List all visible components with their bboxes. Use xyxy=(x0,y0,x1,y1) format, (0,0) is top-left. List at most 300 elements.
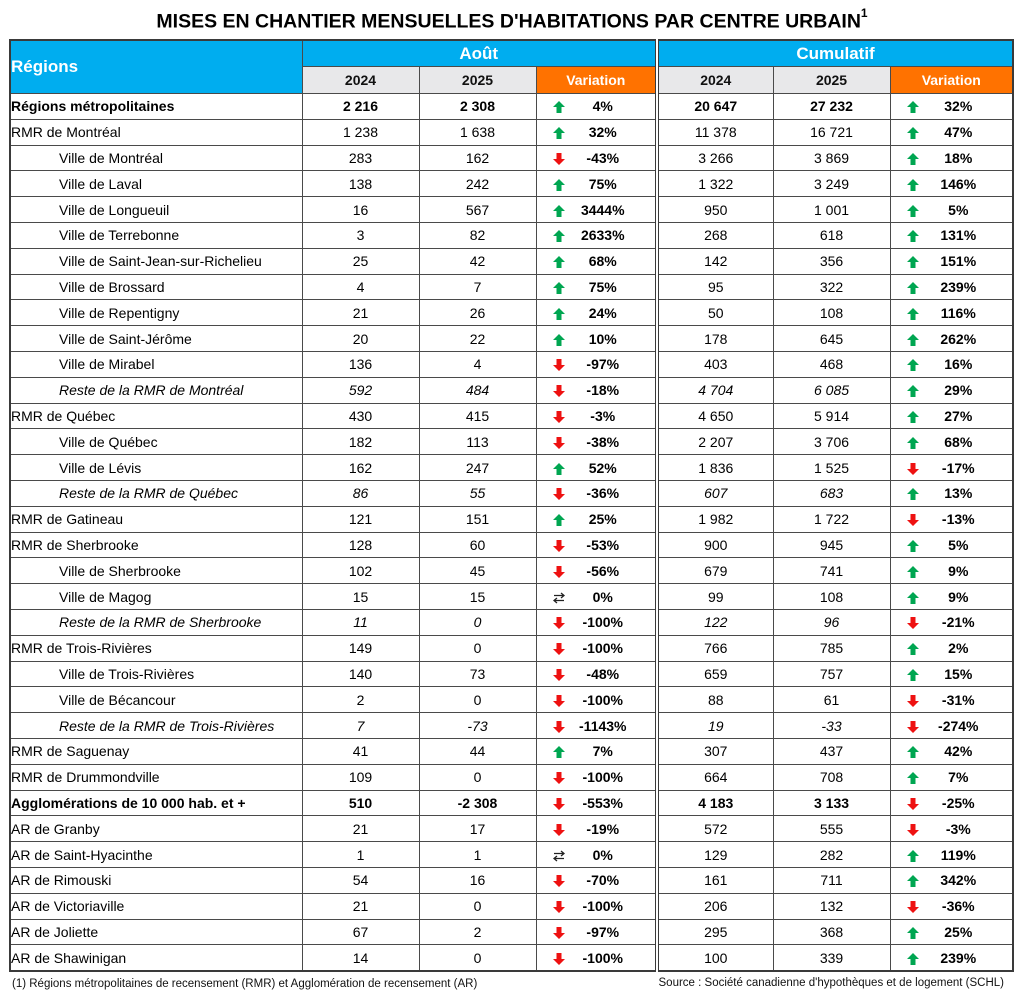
aout-variation xyxy=(536,351,657,377)
cumul-2024-value: 268 xyxy=(657,222,773,248)
aout-variation-value: -100% xyxy=(582,640,623,657)
aout-2025-value: 2 308 xyxy=(419,94,536,120)
aout-2024-value: 140 xyxy=(302,661,419,687)
aout-2025-value: 73 xyxy=(419,661,536,687)
header-row-groups xyxy=(10,40,1013,67)
cumul-variation xyxy=(890,816,1013,842)
aout-2024-value: 430 xyxy=(302,403,419,429)
region-name: Reste de la RMR de Trois-Rivières xyxy=(10,713,302,739)
cumul-variation-value: 7% xyxy=(948,769,969,786)
aout-variation-value: 10% xyxy=(588,330,617,347)
aout-variation xyxy=(536,790,657,816)
cumul-2025-value: 3 249 xyxy=(773,171,890,197)
cumul-variation-value: 151% xyxy=(940,253,977,270)
region-name: Ville de Repentigny xyxy=(10,300,302,326)
aout-2024-value: 1 xyxy=(302,842,419,868)
header-cumulatif: Cumulatif xyxy=(657,40,1013,67)
table-row xyxy=(10,326,1013,352)
cumul-2024-value: 4 704 xyxy=(657,377,773,403)
aout-variation xyxy=(536,661,657,687)
cumul-variation-value: 5% xyxy=(948,536,969,553)
cumul-variation-value: -31% xyxy=(941,691,975,708)
cumul-2025-value: 322 xyxy=(773,274,890,300)
table-row xyxy=(10,274,1013,300)
arrow-up-icon xyxy=(553,333,565,345)
cumul-2024-value: 206 xyxy=(657,893,773,919)
arrow-up-icon xyxy=(907,745,919,757)
aout-2024-value: 138 xyxy=(302,171,419,197)
table-row xyxy=(10,222,1013,248)
arrow-up-icon xyxy=(907,152,919,164)
cumul-2025-value: 1 722 xyxy=(773,506,890,532)
region-name: Ville de Trois-Rivières xyxy=(10,661,302,687)
aout-2024-value: 1 238 xyxy=(302,119,419,145)
aout-2025-value: 55 xyxy=(419,480,536,506)
cumul-variation-value: 13% xyxy=(944,485,973,502)
cumul-variation-value: 239% xyxy=(940,278,977,295)
table-row xyxy=(10,584,1013,610)
aout-variation-value: -48% xyxy=(586,665,620,682)
arrow-down-icon xyxy=(907,462,919,474)
arrow-up-icon xyxy=(553,462,565,474)
cumul-variation-value: 262% xyxy=(940,330,977,347)
aout-variation-value: -100% xyxy=(582,898,623,915)
header-aout-variation: Variation xyxy=(536,67,657,94)
aout-2024-value: 7 xyxy=(302,713,419,739)
arrow-down-icon xyxy=(907,823,919,835)
region-name: Ville de Bécancour xyxy=(10,687,302,713)
aout-2025-value: 0 xyxy=(419,635,536,661)
table-row xyxy=(10,790,1013,816)
cumul-variation xyxy=(890,919,1013,945)
aout-variation xyxy=(536,119,657,145)
cumul-variation-value: 146% xyxy=(940,175,977,192)
aout-variation-value: -56% xyxy=(586,562,620,579)
aout-variation-value: -19% xyxy=(586,820,620,837)
arrow-down-icon xyxy=(907,616,919,628)
arrow-down-icon xyxy=(553,771,565,783)
table-row xyxy=(10,429,1013,455)
aout-2024-value: 128 xyxy=(302,532,419,558)
arrow-up-icon xyxy=(553,281,565,293)
aout-variation xyxy=(536,635,657,661)
table-row xyxy=(10,893,1013,919)
arrow-down-icon xyxy=(907,797,919,809)
region-name: RMR de Gatineau xyxy=(10,506,302,532)
aout-variation-value: -97% xyxy=(586,923,620,940)
cumul-2024-value: 679 xyxy=(657,558,773,584)
aout-variation-value: -100% xyxy=(582,691,623,708)
aout-2025-value: 0 xyxy=(419,893,536,919)
cumul-2025-value: 339 xyxy=(773,945,890,971)
aout-2025-value: 22 xyxy=(419,326,536,352)
header-cumul-2024: 2024 xyxy=(657,67,773,94)
arrow-down-icon xyxy=(553,823,565,835)
aout-2025-value: 82 xyxy=(419,222,536,248)
aout-variation xyxy=(536,584,657,610)
region-name: Reste de la RMR de Sherbrooke xyxy=(10,609,302,635)
aout-2025-value: 17 xyxy=(419,816,536,842)
cumul-2024-value: 295 xyxy=(657,919,773,945)
aout-2025-value: 162 xyxy=(419,145,536,171)
table-row xyxy=(10,455,1013,481)
arrow-down-icon xyxy=(553,487,565,499)
aout-2024-value: 4 xyxy=(302,274,419,300)
cumul-2024-value: 129 xyxy=(657,842,773,868)
cumul-variation-value: 342% xyxy=(940,872,977,889)
aout-2024-value: 3 xyxy=(302,222,419,248)
aout-2025-value: 484 xyxy=(419,377,536,403)
aout-variation xyxy=(536,94,657,120)
cumul-variation xyxy=(890,945,1013,971)
table-row xyxy=(10,867,1013,893)
cumul-2025-value: 618 xyxy=(773,222,890,248)
aout-variation-value: 3444% xyxy=(580,201,625,218)
cumul-2024-value: 1 836 xyxy=(657,455,773,481)
title-footnote-marker: 1 xyxy=(860,6,868,20)
cumul-variation-value: 29% xyxy=(944,382,973,399)
region-name: Ville de Longueuil xyxy=(10,197,302,223)
cumul-2024-value: 664 xyxy=(657,764,773,790)
cumul-variation xyxy=(890,558,1013,584)
cumul-variation-value: -21% xyxy=(941,614,975,631)
arrow-up-icon xyxy=(907,358,919,370)
aout-variation-value: 0% xyxy=(592,846,613,863)
aout-variation-value: 75% xyxy=(588,175,617,192)
region-name: AR de Joliette xyxy=(10,919,302,945)
aout-2024-value: 21 xyxy=(302,300,419,326)
cumul-variation-value: 27% xyxy=(944,407,973,424)
aout-2025-value: 567 xyxy=(419,197,536,223)
aout-2024-value: 20 xyxy=(302,326,419,352)
aout-2025-value: 415 xyxy=(419,403,536,429)
cumul-2025-value: 356 xyxy=(773,248,890,274)
cumul-variation-value: 2% xyxy=(948,640,969,657)
cumul-variation xyxy=(890,584,1013,610)
aout-2025-value: 242 xyxy=(419,171,536,197)
aout-2024-value: 121 xyxy=(302,506,419,532)
aout-2024-value: 182 xyxy=(302,429,419,455)
arrow-up-icon xyxy=(907,487,919,499)
table-row xyxy=(10,532,1013,558)
aout-variation-value: 25% xyxy=(588,511,617,528)
header-cumul-2025: 2025 xyxy=(773,67,890,94)
cumul-variation-value: 119% xyxy=(940,846,976,863)
region-name: Ville de Lévis xyxy=(10,455,302,481)
aout-variation-value: -1143% xyxy=(579,717,627,734)
region-name: Ville de Magog xyxy=(10,584,302,610)
cumul-2025-value: 6 085 xyxy=(773,377,890,403)
aout-2024-value: 54 xyxy=(302,867,419,893)
arrow-up-icon xyxy=(907,384,919,396)
aout-variation xyxy=(536,300,657,326)
cumul-2024-value: 100 xyxy=(657,945,773,971)
aout-variation-value: 68% xyxy=(588,253,617,270)
cumul-variation-value: 9% xyxy=(948,562,969,579)
cumul-2025-value: 708 xyxy=(773,764,890,790)
cumul-2025-value: 757 xyxy=(773,661,890,687)
cumul-variation-value: 25% xyxy=(944,923,973,940)
aout-2024-value: 14 xyxy=(302,945,419,971)
arrow-down-icon xyxy=(907,900,919,912)
region-name: Régions métropolitaines xyxy=(10,94,302,120)
cumul-2025-value: 108 xyxy=(773,300,890,326)
cumul-variation xyxy=(890,222,1013,248)
header-aout: Août xyxy=(302,40,657,67)
aout-2024-value: 16 xyxy=(302,197,419,223)
aout-2025-value: 60 xyxy=(419,532,536,558)
region-name: AR de Shawinigan xyxy=(10,945,302,971)
arrow-down-icon xyxy=(553,384,565,396)
aout-2025-value: 0 xyxy=(419,687,536,713)
aout-2024-value: 25 xyxy=(302,248,419,274)
arrow-down-icon xyxy=(553,358,565,370)
arrow-up-icon xyxy=(907,565,919,577)
arrow-up-icon xyxy=(907,952,919,964)
region-name: Ville de Terrebonne xyxy=(10,222,302,248)
cumul-variation-value: 16% xyxy=(944,356,973,373)
table-row xyxy=(10,738,1013,764)
cumul-2024-value: 142 xyxy=(657,248,773,274)
cumul-2024-value: 950 xyxy=(657,197,773,223)
cumul-2024-value: 95 xyxy=(657,274,773,300)
arrow-up-icon xyxy=(907,281,919,293)
cumul-2025-value: -33 xyxy=(773,713,890,739)
aout-variation xyxy=(536,919,657,945)
aout-2025-value: 26 xyxy=(419,300,536,326)
cumul-2024-value: 20 647 xyxy=(657,94,773,120)
cumul-variation xyxy=(890,248,1013,274)
cumul-2024-value: 50 xyxy=(657,300,773,326)
arrow-up-icon xyxy=(553,204,565,216)
cumul-variation-value: 15% xyxy=(944,665,973,682)
aout-2024-value: 2 216 xyxy=(302,94,419,120)
cumul-2025-value: 27 232 xyxy=(773,94,890,120)
region-name: AR de Saint-Hyacinthe xyxy=(10,842,302,868)
aout-variation-value: -38% xyxy=(586,433,620,450)
cumul-variation-value: 239% xyxy=(940,949,977,966)
aout-variation xyxy=(536,687,657,713)
cumul-variation xyxy=(890,377,1013,403)
arrow-up-icon xyxy=(553,307,565,319)
aout-variation xyxy=(536,171,657,197)
arrow-up-icon xyxy=(907,410,919,422)
cumul-variation xyxy=(890,764,1013,790)
region-name: Ville de Montréal xyxy=(10,145,302,171)
aout-2024-value: 149 xyxy=(302,635,419,661)
cumul-2024-value: 900 xyxy=(657,532,773,558)
aout-2025-value: 2 xyxy=(419,919,536,945)
aout-2024-value: 102 xyxy=(302,558,419,584)
arrow-up-icon xyxy=(553,178,565,190)
arrow-down-icon xyxy=(553,642,565,654)
aout-variation xyxy=(536,816,657,842)
arrow-up-icon xyxy=(553,100,565,112)
cumul-2025-value: 368 xyxy=(773,919,890,945)
aout-variation xyxy=(536,145,657,171)
arrow-up-icon xyxy=(907,255,919,267)
cumul-2024-value: 11 378 xyxy=(657,119,773,145)
aout-2025-value: 0 xyxy=(419,609,536,635)
aout-2025-value: -2 308 xyxy=(419,790,536,816)
cumul-variation-value: 68% xyxy=(944,433,973,450)
arrow-up-icon xyxy=(907,874,919,886)
aout-variation-value: 75% xyxy=(588,278,617,295)
cumul-variation xyxy=(890,403,1013,429)
aout-2024-value: 136 xyxy=(302,351,419,377)
cumul-variation-value: -25% xyxy=(941,794,975,811)
arrow-up-icon xyxy=(907,926,919,938)
aout-2024-value: 592 xyxy=(302,377,419,403)
aout-2025-value: 113 xyxy=(419,429,536,455)
title-text: MISES EN CHANTIER MENSUELLES D'HABITATIONS PAR CENTRE URBAIN xyxy=(156,10,861,33)
aout-2025-value: 0 xyxy=(419,945,536,971)
arrow-up-icon xyxy=(553,745,565,757)
aout-2024-value: 162 xyxy=(302,455,419,481)
cumul-2025-value: 741 xyxy=(773,558,890,584)
arrow-down-icon xyxy=(907,513,919,525)
table-row xyxy=(10,816,1013,842)
cumul-2024-value: 122 xyxy=(657,609,773,635)
arrow-up-icon xyxy=(553,513,565,525)
arrow-down-icon xyxy=(553,436,565,448)
arrow-up-icon xyxy=(907,126,919,138)
table-row xyxy=(10,145,1013,171)
arrow-down-icon xyxy=(553,926,565,938)
housing-starts-table xyxy=(9,39,1014,972)
table-row xyxy=(10,558,1013,584)
region-name: AR de Granby xyxy=(10,816,302,842)
aout-2024-value: 11 xyxy=(302,609,419,635)
region-name: Ville de Mirabel xyxy=(10,351,302,377)
cumul-2024-value: 161 xyxy=(657,867,773,893)
arrow-down-icon xyxy=(553,565,565,577)
cumul-2025-value: 683 xyxy=(773,480,890,506)
cumul-variation xyxy=(890,119,1013,145)
aout-variation-value: -36% xyxy=(586,485,620,502)
aout-variation-value: 52% xyxy=(588,459,617,476)
cumul-variation xyxy=(890,429,1013,455)
aout-2025-value: 7 xyxy=(419,274,536,300)
region-name: RMR de Québec xyxy=(10,403,302,429)
aout-variation-value: -97% xyxy=(586,356,620,373)
aout-2025-value: 16 xyxy=(419,867,536,893)
cumul-variation xyxy=(890,506,1013,532)
aout-variation xyxy=(536,274,657,300)
region-name: Reste de la RMR de Québec xyxy=(10,480,302,506)
aout-variation xyxy=(536,377,657,403)
aout-variation-value: -18% xyxy=(586,382,620,399)
aout-2025-value: 42 xyxy=(419,248,536,274)
cumul-variation-value: 32% xyxy=(944,98,973,115)
cumul-variation xyxy=(890,790,1013,816)
table-row xyxy=(10,377,1013,403)
aout-variation-value: -100% xyxy=(582,769,623,786)
aout-2025-value: 247 xyxy=(419,455,536,481)
aout-variation xyxy=(536,842,657,868)
aout-variation xyxy=(536,248,657,274)
aout-2025-value: 151 xyxy=(419,506,536,532)
cumul-variation xyxy=(890,635,1013,661)
arrow-down-icon xyxy=(553,797,565,809)
arrow-up-icon xyxy=(907,642,919,654)
arrow-up-icon xyxy=(553,255,565,267)
arrow-down-icon xyxy=(907,694,919,706)
cumul-2024-value: 766 xyxy=(657,635,773,661)
aout-2024-value: 21 xyxy=(302,816,419,842)
cumul-2024-value: 1 322 xyxy=(657,171,773,197)
cumul-variation-value: 9% xyxy=(948,588,969,605)
aout-variation xyxy=(536,558,657,584)
cumul-variation-value: 47% xyxy=(944,124,973,141)
aout-2025-value: 44 xyxy=(419,738,536,764)
cumul-2024-value: 19 xyxy=(657,713,773,739)
cumul-variation-value: -13% xyxy=(941,511,975,528)
aout-variation xyxy=(536,945,657,971)
cumul-2025-value: 132 xyxy=(773,893,890,919)
table-row xyxy=(10,197,1013,223)
aout-2024-value: 86 xyxy=(302,480,419,506)
arrow-up-icon xyxy=(553,126,565,138)
aout-variation-value: 4% xyxy=(592,98,613,115)
flat-arrows-icon xyxy=(553,591,565,603)
region-name: Reste de la RMR de Montréal xyxy=(10,377,302,403)
table-row xyxy=(10,403,1013,429)
page-title xyxy=(0,6,1024,34)
region-name: Ville de Sherbrooke xyxy=(10,558,302,584)
cumul-2025-value: 437 xyxy=(773,738,890,764)
aout-variation-value: 2633% xyxy=(580,227,625,244)
table-row xyxy=(10,94,1013,120)
cumul-variation-value: 116% xyxy=(940,304,976,321)
region-name: AR de Rimouski xyxy=(10,867,302,893)
table-row xyxy=(10,687,1013,713)
aout-variation xyxy=(536,609,657,635)
cumul-variation xyxy=(890,274,1013,300)
cumul-2025-value: 555 xyxy=(773,816,890,842)
cumul-2025-value: 96 xyxy=(773,609,890,635)
cumul-2025-value: 711 xyxy=(773,867,890,893)
cumul-variation xyxy=(890,842,1013,868)
region-name: Ville de Saint-Jean-sur-Richelieu xyxy=(10,248,302,274)
arrow-down-icon xyxy=(553,952,565,964)
cumul-variation xyxy=(890,171,1013,197)
aout-variation-value: 24% xyxy=(588,304,617,321)
cumul-variation xyxy=(890,455,1013,481)
cumul-2025-value: 282 xyxy=(773,842,890,868)
cumul-2024-value: 4 650 xyxy=(657,403,773,429)
aout-2025-value: -73 xyxy=(419,713,536,739)
aout-variation xyxy=(536,893,657,919)
cumul-variation xyxy=(890,94,1013,120)
arrow-up-icon xyxy=(553,229,565,241)
cumul-2025-value: 5 914 xyxy=(773,403,890,429)
cumul-variation xyxy=(890,300,1013,326)
aout-variation-value: -70% xyxy=(586,872,620,889)
aout-2024-value: 67 xyxy=(302,919,419,945)
header-aout-2024: 2024 xyxy=(302,67,419,94)
cumul-2025-value: 108 xyxy=(773,584,890,610)
cumul-2025-value: 468 xyxy=(773,351,890,377)
table-row xyxy=(10,171,1013,197)
cumul-2024-value: 659 xyxy=(657,661,773,687)
region-name: RMR de Drummondville xyxy=(10,764,302,790)
cumul-2024-value: 607 xyxy=(657,480,773,506)
cumul-2024-value: 99 xyxy=(657,584,773,610)
aout-variation xyxy=(536,738,657,764)
cumul-2025-value: 61 xyxy=(773,687,890,713)
cumul-variation xyxy=(890,893,1013,919)
